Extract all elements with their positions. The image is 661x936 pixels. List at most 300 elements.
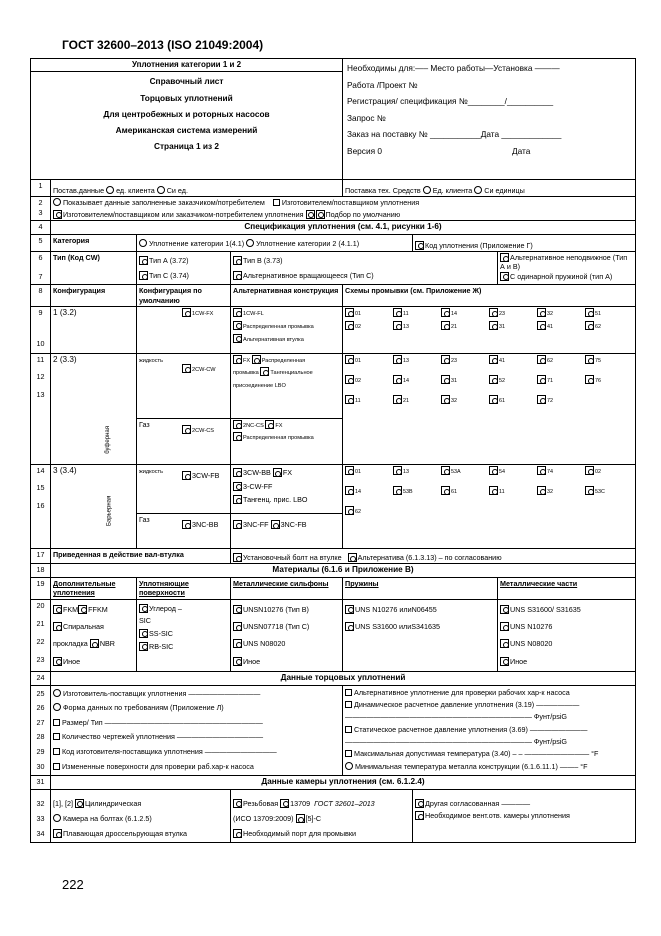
flush-plan-option[interactable] xyxy=(345,355,393,365)
config-1-name: 1 (3.2) xyxy=(51,307,137,354)
checkbox-single-spring[interactable] xyxy=(500,272,509,281)
checkbox-type-b[interactable] xyxy=(233,256,242,265)
checkbox-2cw-fx[interactable] xyxy=(233,355,242,364)
flush-plan-option[interactable] xyxy=(393,375,441,385)
checkbox-other-agreed[interactable] xyxy=(415,799,424,808)
config-2-name: 2 (3.3) xyxy=(53,355,77,365)
flush-plan-option[interactable] xyxy=(585,308,633,318)
row-number: 4 xyxy=(31,221,51,235)
flush-plan-option[interactable] xyxy=(441,486,489,496)
checkbox-seal-code[interactable] xyxy=(415,241,424,250)
config-3-name: 3 (3.4) xyxy=(53,466,77,476)
other-secondary-label: Иное xyxy=(63,656,81,666)
flush-plan-option[interactable] xyxy=(393,395,441,405)
flush-plan-option[interactable] xyxy=(537,321,585,331)
alt-1cw-fl-label: 1CW-FL xyxy=(243,311,264,318)
ss-sic-label: SS-SIC xyxy=(149,628,173,638)
radio-category-2[interactable] xyxy=(246,239,254,247)
flush-plan-option[interactable] xyxy=(441,308,489,318)
max-temp-field[interactable]: Максимальная допустимая температура (3.40) – – ————————— °F xyxy=(354,749,599,759)
spring-n10276-label: UNS N10276 илиN06455 xyxy=(355,604,437,614)
flush-plan-label: 01 xyxy=(355,358,362,365)
flush-plan-label: 14 xyxy=(451,311,458,318)
flush-plan-checkbox[interactable] xyxy=(537,355,546,364)
date-field[interactable]: Дата xyxy=(512,145,531,156)
flush-plan-option[interactable] xyxy=(537,308,585,318)
row-number: 18 xyxy=(31,564,51,578)
type-c-label: Тип С (3.74) xyxy=(149,271,189,281)
flush-port-label: Необходимый порт для промывки xyxy=(243,829,357,839)
flush-plan-option[interactable] xyxy=(489,355,537,365)
spring-s31600-label: UNS S31600 илиS341635 xyxy=(355,622,440,632)
cylindrical-label: Цилиндрическая xyxy=(84,798,142,808)
checkbox-ffkm[interactable] xyxy=(78,605,87,614)
flush-plan-label: 74 xyxy=(547,469,554,476)
category-2-label: Уплотнение категории 2 (4.1.1) xyxy=(256,238,360,248)
vent-hole-label: Необходимое вент.отв. камеры уплотнения xyxy=(425,811,570,821)
flush-plan-option[interactable] xyxy=(489,375,537,385)
checkbox-size-type[interactable] xyxy=(53,719,60,726)
flush-plan-option[interactable] xyxy=(585,321,633,331)
checkbox-1cw-fx[interactable] xyxy=(182,308,191,317)
checkbox-threaded[interactable] xyxy=(233,799,242,808)
type-b-label: Тип В (3.73) xyxy=(243,256,283,266)
checkbox-metal-s31600[interactable] xyxy=(500,605,509,614)
work-project-field[interactable]: Работа /Проект № xyxy=(347,79,418,90)
flush-plan-option[interactable] xyxy=(345,506,393,516)
flush-plan-checkbox[interactable] xyxy=(345,375,354,384)
flush-plan-checkbox[interactable] xyxy=(489,395,498,404)
row-number: 22 xyxy=(36,636,45,646)
checkbox-2cw-distributed[interactable] xyxy=(252,355,261,364)
checkbox-metal-other[interactable] xyxy=(500,657,509,666)
flush-plan-checkbox[interactable] xyxy=(345,395,354,404)
row-number: 32 xyxy=(36,798,45,808)
legend-either-box xyxy=(53,210,62,219)
ref-5c-label: [5]-С xyxy=(305,814,322,824)
type-label: Тип (Код CW) xyxy=(51,252,137,285)
row-number: 30 xyxy=(36,761,45,771)
flush-plan-option[interactable] xyxy=(585,375,633,385)
row-17 xyxy=(31,549,636,564)
static-pressure-field[interactable]: Статическое расчетное давление уплотнения (3.69) ———————— xyxy=(354,724,588,734)
flush-plan-checkbox[interactable] xyxy=(393,308,402,317)
flush-plan-option[interactable] xyxy=(393,466,441,476)
flush-plan-checkbox[interactable] xyxy=(393,466,402,475)
flush-plan-option[interactable] xyxy=(489,321,537,331)
flush-plan-label: 54 xyxy=(499,469,506,476)
flush-plan-label: 72 xyxy=(547,398,554,405)
checkbox-metal-n10276[interactable] xyxy=(500,622,509,631)
flush-plan-checkbox[interactable] xyxy=(585,321,594,330)
checkbox-set-screw[interactable] xyxy=(233,553,242,562)
iso-13709-label: (ИСО 13709:2009) xyxy=(233,814,294,824)
checkbox-cylindrical[interactable] xyxy=(75,799,84,808)
row-number: 28 xyxy=(36,732,45,742)
flush-plan-checkbox[interactable] xyxy=(345,506,354,515)
default-2cw-cs-label: 2CW-CS xyxy=(192,428,214,435)
checkbox-13709[interactable] xyxy=(280,799,289,808)
checkbox-3nc-bb[interactable] xyxy=(182,520,191,529)
flush-plan-checkbox[interactable] xyxy=(585,375,594,384)
page-of-label: Страница 1 из 2 xyxy=(153,141,220,152)
liquid-label: жидкость xyxy=(139,358,164,365)
row-number: 14 xyxy=(36,466,45,476)
alt-2nc-fx-label: FX xyxy=(275,423,283,430)
checkbox-spiral-gasket[interactable] xyxy=(53,622,62,631)
tech-supply-label: Поставка тех. Средств xyxy=(345,186,421,195)
flush-plan-option[interactable] xyxy=(345,308,393,318)
checkbox-spring-n10276[interactable] xyxy=(345,605,354,614)
col-header-seal-faces: Уплотняющие поверхности xyxy=(137,578,231,600)
flush-plan-option[interactable] xyxy=(345,321,393,331)
flush-plan-label: 41 xyxy=(547,324,554,331)
radio-seal-manufacturer[interactable] xyxy=(53,689,61,697)
checkbox-3nc-ff[interactable] xyxy=(233,520,242,529)
flush-plan-checkbox[interactable] xyxy=(537,375,546,384)
gost-32601-label: ГОСТ 32601–2013 xyxy=(314,798,375,808)
flush-plan-label: 21 xyxy=(403,398,410,405)
radio-data-form[interactable] xyxy=(53,703,61,711)
flush-plan-option[interactable] xyxy=(441,466,489,476)
flush-plan-label: 23 xyxy=(451,358,458,365)
checkbox-distributed-flush[interactable] xyxy=(233,321,242,330)
alt-drive-label: Альтернатива (6.1.3.13) – по согласованию xyxy=(357,553,502,563)
row-number: 5 xyxy=(31,234,51,251)
request-field[interactable]: Запрос № xyxy=(347,112,386,123)
alt-3nc-ff-label: 3NC-FF xyxy=(243,520,269,530)
flush-plan-checkbox[interactable] xyxy=(489,355,498,364)
flush-plan-option[interactable] xyxy=(345,375,393,385)
flush-plan-checkbox[interactable] xyxy=(393,375,402,384)
flush-plan-option[interactable] xyxy=(441,355,489,365)
flush-plan-label: 76 xyxy=(595,378,602,385)
radio-customer-units[interactable] xyxy=(106,186,114,194)
flush-plan-checkbox[interactable] xyxy=(393,355,402,364)
col-header-metal-parts: Металлические части xyxy=(498,578,636,600)
checkbox-alt-stationary[interactable] xyxy=(500,253,509,262)
other-agreed-field[interactable]: Другая согласованная ———— xyxy=(425,798,531,808)
checkbox-bellows-other[interactable] xyxy=(233,657,242,666)
checkbox-other-secondary[interactable] xyxy=(53,657,62,666)
checkbox-2nc-cs[interactable] xyxy=(233,420,242,429)
version-field[interactable]: Версия 0 xyxy=(347,145,382,156)
checkbox-3nc-fb[interactable] xyxy=(271,520,280,529)
row-19 xyxy=(31,578,636,600)
seal-code-label: Код уплотнения (Приложение Г) xyxy=(425,240,533,250)
page-number: 222 xyxy=(62,877,84,892)
checkbox-bellows-n08020[interactable] xyxy=(233,639,242,648)
flush-plan-checkbox[interactable] xyxy=(345,321,354,330)
metal-other-label: Иное xyxy=(510,656,528,666)
flush-plan-label: 31 xyxy=(451,378,458,385)
legend-customer-text: Показывает данные заполненные заказчиком/потребителем xyxy=(63,198,265,208)
flush-plan-option[interactable] xyxy=(537,395,585,405)
drawing-count-field[interactable]: Количество чертежей уплотнения ———————————— xyxy=(62,732,264,742)
flush-plan-checkbox[interactable] xyxy=(393,321,402,330)
gas-label: Газ xyxy=(139,515,150,525)
checkbox-drawing-count[interactable] xyxy=(53,733,60,740)
checkbox-flush-port[interactable] xyxy=(233,829,242,838)
flush-plan-option[interactable] xyxy=(537,486,585,496)
row-number: 8 xyxy=(31,285,51,307)
checkbox-alt-sleeve[interactable] xyxy=(233,334,242,343)
checkbox-carbon-sic[interactable] xyxy=(139,604,148,613)
row-number: 6 xyxy=(38,253,43,263)
flush-plan-option[interactable] xyxy=(489,395,537,405)
flush-plan-label: 02 xyxy=(595,469,602,476)
checkbox-dynamic-pressure[interactable] xyxy=(345,701,352,708)
flush-plan-checkbox[interactable] xyxy=(537,466,546,475)
checkbox-3cw-fx[interactable] xyxy=(273,468,282,477)
checkbox-modified-faces[interactable] xyxy=(53,763,60,770)
checkbox-vent-hole[interactable] xyxy=(415,811,424,820)
flush-plan-checkbox[interactable] xyxy=(537,486,546,495)
flush-plan-option[interactable] xyxy=(537,375,585,385)
flush-plan-option[interactable] xyxy=(585,355,633,365)
legend-customer-circle xyxy=(53,198,61,206)
seal-manufacturer-field[interactable]: Изготовитель-поставщик уплотнения —————————— xyxy=(63,688,261,698)
flush-plan-label: 62 xyxy=(547,358,554,365)
row-number: 3 xyxy=(38,207,43,217)
flush-plan-checkbox[interactable] xyxy=(537,308,546,317)
legend-default-selected-box xyxy=(316,210,325,219)
checkbox-alt-rotating[interactable] xyxy=(233,271,242,280)
flush-plan-checkbox[interactable] xyxy=(585,355,594,364)
checkbox-1cw-fl[interactable] xyxy=(233,308,242,317)
barrier-label: Барьерная xyxy=(106,495,113,527)
radio-min-metal-temp[interactable] xyxy=(345,762,353,770)
flush-plan-checkbox[interactable] xyxy=(441,308,450,317)
radio-tech-customer-units[interactable] xyxy=(423,186,431,194)
checkbox-5c[interactable] xyxy=(296,814,305,823)
row-number: 23 xyxy=(36,654,45,664)
flush-plan-checkbox[interactable] xyxy=(345,308,354,317)
section-heading-seal-chamber: Данные камеры уплотнения (см. 6.1.2.4) xyxy=(51,776,636,790)
checkbox-alt-drive[interactable] xyxy=(348,553,357,562)
modified-faces-label: Измененные поверхности для проверки раб.хар-к насоса xyxy=(62,761,254,771)
flush-plan-option[interactable] xyxy=(441,395,489,405)
checkbox-2cw-cs[interactable] xyxy=(182,425,191,434)
config-2-row xyxy=(31,354,636,465)
checkbox-rb-sic[interactable] xyxy=(139,642,148,651)
default-3cw-fb-label: 3CW-FB xyxy=(192,471,220,481)
seal-category-heading: Уплотнения категории 1 и 2 xyxy=(31,59,342,72)
row-number: 2 xyxy=(38,198,43,208)
flush-plan-checkbox[interactable] xyxy=(393,486,402,495)
shaft-sleeve-drive-label: Приведенная в действие вал-втулка xyxy=(51,549,231,564)
row-number: 15 xyxy=(36,483,45,493)
flush-plan-checkbox[interactable] xyxy=(585,308,594,317)
face-seals-label: Торцовых уплотнений xyxy=(140,92,233,103)
order-field[interactable]: Заказ на поставку № ___________Дата _____________ xyxy=(347,129,562,140)
flush-plan-label: 62 xyxy=(595,324,602,331)
checkbox-alt-seal-test[interactable] xyxy=(345,689,352,696)
checkbox-nbr[interactable] xyxy=(90,639,99,648)
flush-plan-checkbox[interactable] xyxy=(489,375,498,384)
flush-plan-label: 11 xyxy=(403,311,409,318)
checkbox-bellows-n07718[interactable] xyxy=(233,622,242,631)
flush-plan-option[interactable] xyxy=(585,466,633,476)
section-heading-face-seal-data: Данные торцовых уплотнений xyxy=(51,671,636,685)
flush-plan-label: 53B xyxy=(403,489,413,496)
checkbox-fkm[interactable] xyxy=(53,605,62,614)
needed-for-field[interactable]: Необходимы для:—– Место работы—Установка ——— xyxy=(347,63,560,73)
registration-field[interactable]: Регистрация/ спецификация №________/__________ xyxy=(347,96,554,107)
row-2-3 xyxy=(31,197,636,221)
radio-category-1[interactable] xyxy=(139,239,147,247)
checkbox-type-c[interactable] xyxy=(139,271,148,280)
flush-plan-label: 11 xyxy=(355,398,361,405)
col-header-secondary-seals: Дополнительные уплотнения xyxy=(51,578,137,600)
checkbox-2cw-cw[interactable] xyxy=(182,364,191,373)
flush-plan-option[interactable] xyxy=(585,486,633,496)
flush-plan-checkbox[interactable] xyxy=(393,395,402,404)
flush-plan-checkbox[interactable] xyxy=(345,466,354,475)
min-metal-temp-field[interactable]: Минимальная температура металла конструкции (6.1.6.11.1) ——– °F xyxy=(355,761,588,771)
checkbox-metal-n08020[interactable] xyxy=(500,639,509,648)
checkbox-3cw-ff[interactable] xyxy=(233,482,242,491)
flush-plan-option[interactable] xyxy=(489,466,537,476)
distributed-flush-label: Распределенная промывка xyxy=(243,323,314,330)
alt-3cw-ff-label: 3-CW-FF xyxy=(243,481,273,491)
flush-plan-label: 01 xyxy=(355,311,362,318)
flush-plan-option[interactable] xyxy=(393,355,441,365)
metal-n10276-label: UNS N10276 xyxy=(510,622,553,632)
flush-plan-checkbox[interactable] xyxy=(537,395,546,404)
flush-plan-option[interactable] xyxy=(489,308,537,318)
checkbox-ss-sic[interactable] xyxy=(139,629,148,638)
chamber-ref-label: [1], [2] xyxy=(53,798,73,808)
flush-plan-label: 32 xyxy=(547,311,554,318)
checkbox-2cw-tangential[interactable] xyxy=(260,367,269,376)
gasket-label: прокладка xyxy=(53,639,88,649)
row-number: 16 xyxy=(36,500,45,510)
flush-plan-checkbox[interactable] xyxy=(489,486,498,495)
row-number: 31 xyxy=(31,776,51,790)
row-number: 34 xyxy=(36,829,45,839)
flush-plan-label: 21 xyxy=(451,324,458,331)
tech-customer-units-label: Ед. клиента xyxy=(432,186,473,195)
checkbox-2nc-fx[interactable] xyxy=(265,420,274,429)
checkbox-max-temp[interactable] xyxy=(345,750,352,757)
flush-plan-option[interactable] xyxy=(393,308,441,318)
category-1-label: Уплотнение категории 1(4.1) xyxy=(149,238,245,248)
checkbox-static-pressure[interactable] xyxy=(345,726,352,733)
row-number: 7 xyxy=(38,272,43,282)
flush-plan-checkbox[interactable] xyxy=(585,486,594,495)
row-number: 10 xyxy=(36,339,45,349)
checkbox-bellows-n10276[interactable] xyxy=(233,605,242,614)
manufacturer-code-field[interactable]: Код изготовителя-поставщика уплотнения —————————— xyxy=(62,747,277,757)
nbr-label: NBR xyxy=(99,639,115,649)
row-number: 25 xyxy=(36,688,45,698)
floating-bushing-label: Плавающая дроссельрующая втулка xyxy=(63,829,188,839)
category-label: Категория xyxy=(51,234,137,251)
flush-plan-checkbox[interactable] xyxy=(441,486,450,495)
size-type-field[interactable]: Размер/ Тип —————————————————————— xyxy=(62,717,263,727)
row-18 xyxy=(31,564,636,578)
gas-label: Газ xyxy=(139,420,150,430)
single-spring-label: С одинарной пружиной (тип А) xyxy=(510,271,613,281)
row-number: 11 xyxy=(36,355,45,365)
default-3nc-bb-label: 3NC-BB xyxy=(192,520,219,530)
checkbox-3cw-fb[interactable] xyxy=(182,471,191,480)
standard-13709-label: 13709 xyxy=(290,798,311,808)
checkbox-3cw-tangential[interactable] xyxy=(233,495,242,504)
carbon-label: Углерод – xyxy=(149,603,182,613)
checkbox-floating-bushing[interactable] xyxy=(53,829,62,838)
customer-units-label: ед. клиента xyxy=(116,186,155,195)
flush-plan-checkbox[interactable] xyxy=(345,486,354,495)
flush-plan-option[interactable] xyxy=(345,466,393,476)
checkbox-2nc-distributed[interactable] xyxy=(233,432,242,441)
radio-tech-si-units[interactable] xyxy=(474,186,482,194)
flush-plan-checkbox[interactable] xyxy=(489,308,498,317)
metal-n08020-label: UNS N08020 xyxy=(510,639,553,649)
flush-plan-option[interactable] xyxy=(441,321,489,331)
legend-manufacturer-text: Изготовителем/поставщиком уплотнения xyxy=(281,198,420,208)
si-units-label: Си ед. xyxy=(166,186,188,195)
flush-plan-label: 31 xyxy=(499,324,506,331)
col-header-metal-bellows: Металлические сильфоны xyxy=(231,578,343,600)
flush-plan-option[interactable] xyxy=(393,321,441,331)
radio-bolted-chamber[interactable] xyxy=(53,814,61,822)
alt-2nc-distributed-label: Распределенная промывка xyxy=(243,435,314,442)
alt-flush-label: промывка xyxy=(233,370,259,377)
static-pressure-unit: —————————————————————————— Фунт/psiG xyxy=(345,737,567,747)
flush-plan-option[interactable] xyxy=(345,395,393,405)
checkbox-type-a[interactable] xyxy=(139,256,148,265)
bellows-n07718-label: UNSN07718 (Тип С) xyxy=(243,622,310,632)
flush-plan-checkbox[interactable] xyxy=(441,375,450,384)
dynamic-pressure-field[interactable]: Динамическое расчетное давление уплотнения (3.19) —————— xyxy=(354,699,580,709)
flush-plan-checkbox[interactable] xyxy=(441,355,450,364)
flush-plan-checkbox[interactable] xyxy=(537,321,546,330)
flush-plan-option[interactable] xyxy=(489,486,537,496)
flush-plan-checkbox[interactable] xyxy=(489,466,498,475)
alt-3cw-bb-label: 3CW-BB xyxy=(243,468,271,478)
face-seal-rows xyxy=(31,685,636,776)
flush-plan-option[interactable] xyxy=(537,355,585,365)
flush-plan-checkbox[interactable] xyxy=(441,466,450,475)
checkbox-spring-s31600[interactable] xyxy=(345,622,354,631)
flush-plan-option[interactable] xyxy=(345,486,393,496)
flush-plan-label: 61 xyxy=(451,489,458,496)
seal-datasheet-form xyxy=(30,58,636,843)
radio-si-units[interactable] xyxy=(157,186,165,194)
row-number: 17 xyxy=(31,549,51,564)
flush-plan-option[interactable] xyxy=(393,486,441,496)
flush-plan-checkbox[interactable] xyxy=(489,321,498,330)
flush-plan-label: 62 xyxy=(355,509,362,516)
dynamic-pressure-unit: —————————————————————————— Фунт/psiG xyxy=(345,712,567,722)
flush-plan-option[interactable] xyxy=(537,466,585,476)
units-label: Постав.данные xyxy=(53,186,105,195)
legend-either-text: Изготовителем/поставщиком или заказчиком-потребителем уплотнения xyxy=(63,209,304,219)
flush-plan-checkbox[interactable] xyxy=(441,321,450,330)
flush-plan-checkbox[interactable] xyxy=(345,355,354,364)
checkbox-3cw-bb[interactable] xyxy=(233,468,242,477)
flush-plan-checkbox[interactable] xyxy=(585,466,594,475)
checkbox-manufacturer-code[interactable] xyxy=(53,748,60,755)
flush-plan-option[interactable] xyxy=(441,375,489,385)
flush-plan-label: 61 xyxy=(499,398,506,405)
alt-fx-label: FX xyxy=(243,358,251,365)
flush-plan-checkbox[interactable] xyxy=(441,395,450,404)
flush-plan-label: 11 xyxy=(499,489,505,496)
row-number: 9 xyxy=(38,308,43,318)
